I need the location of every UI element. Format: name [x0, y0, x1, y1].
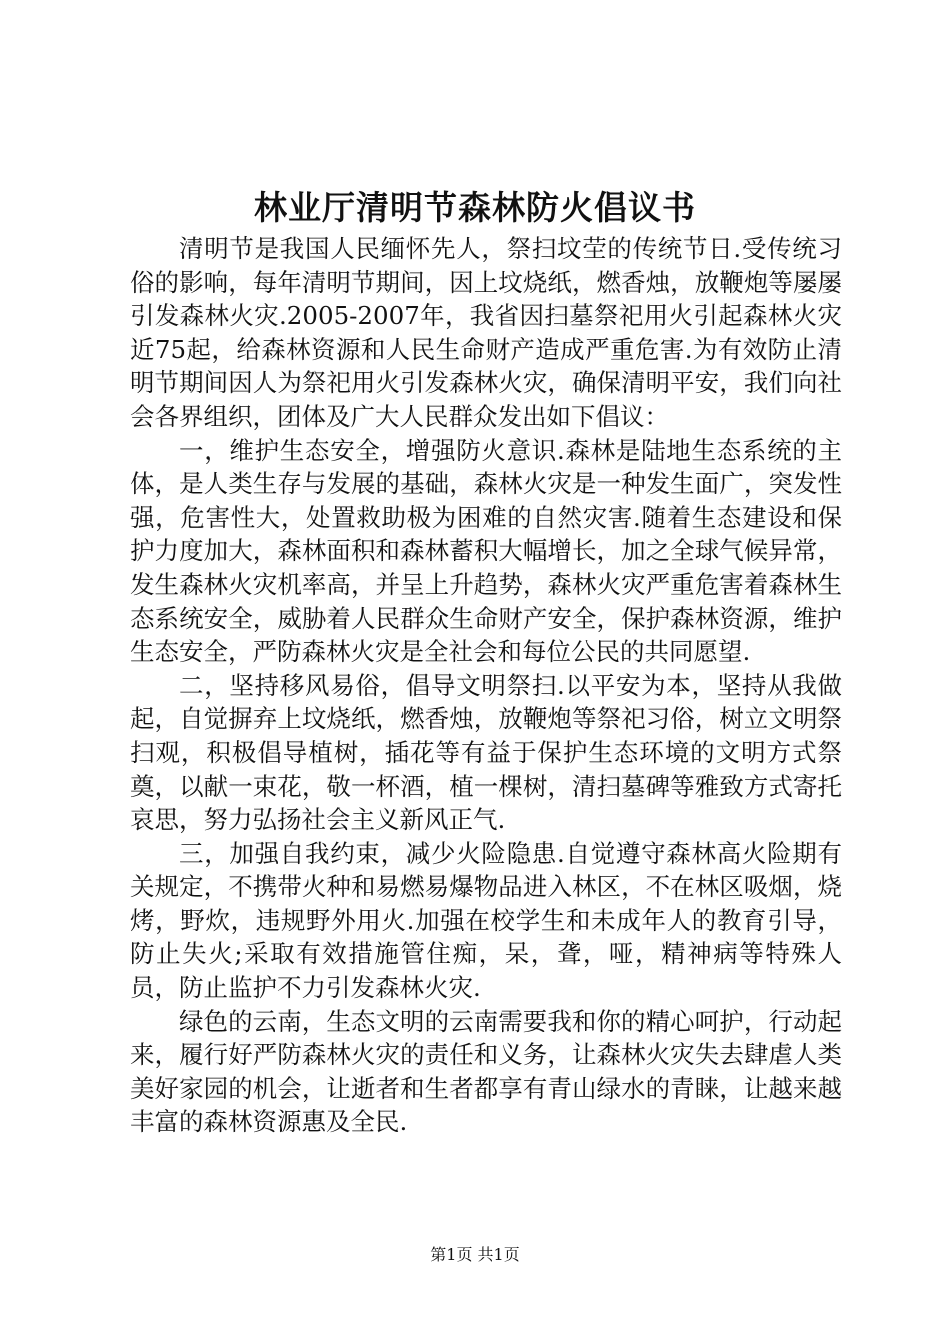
paragraph-point-one: 一，维护生态安全，增强防火意识.森林是陆地生态系统的主体，是人类生存与发展的基础，森林火灾是一种发生面广，突发性强，危害性大，处置救助极为困难的自然灾害.随着生态建设和保护力度加大，森林面积和森林蓄积大幅增长，加之全球气候异常，发生森林火灾机率高，并呈上升趋势，森林火灾严重危害着森林生态系统安全，威胁着人民群众生命财产安全，保护森林资源，维护生态安全，严防森林火灾是全社会和每位公民的共同愿望.	[130, 435, 842, 667]
document-body	[130, 232, 842, 1139]
page-footer: 第1页 共1页	[430, 1245, 520, 1264]
paragraph-intro: 清明节是我国人民缅怀先人，祭扫坟茔的传统节日.受传统习俗的影响，每年清明节期间，因上坟烧纸，燃香烛，放鞭炮等屡屡引发森林火灾.2005-2007年，我省因扫墓祭祀用火引起森林火灾近75起，给森林资源和人民生命财产造成严重危害.为有效防止清明节期间因人为祭祀用火引发森林火灾，确保清明平安，我们向社会各界组织，团体及广大人民群众发出如下倡议：	[130, 234, 842, 431]
document-title: 林业厅清明节森林防火倡议书	[254, 188, 696, 227]
paragraph-point-three: 三，加强自我约束，减少火险隐患.自觉遵守森林高火险期有关规定，不携带火种和易燃易爆物品进入林区，不在林区吸烟，烧烤，野炊，违规野外用火.加强在校学生和未成年人的教育引导，防止失火;采取有效措施管住痴，呆，聋，哑，精神病等特殊人员，防止监护不力引发森林火灾.	[130, 838, 842, 1003]
paragraph-closing: 绿色的云南，生态文明的云南需要我和你的精心呵护，行动起来，履行好严防森林火灾的责任和义务，让森林火灾失去肆虐人类美好家园的机会，让逝者和生者都享有青山绿水的青睐，让越来越丰富的森林资源惠及全民.	[130, 1006, 842, 1137]
paragraph-point-two: 二，坚持移风易俗，倡导文明祭扫.以平安为本，坚持从我做起，自觉摒弃上坟烧纸，燃香烛，放鞭炮等祭祀习俗，树立文明祭扫观，积极倡导植树，插花等有益于保护生态环境的文明方式祭奠，以献一束花，敬一杯酒，植一棵树，清扫墓碑等雅致方式寄托哀思，努力弘扬社会主义新风正气.	[130, 670, 842, 835]
